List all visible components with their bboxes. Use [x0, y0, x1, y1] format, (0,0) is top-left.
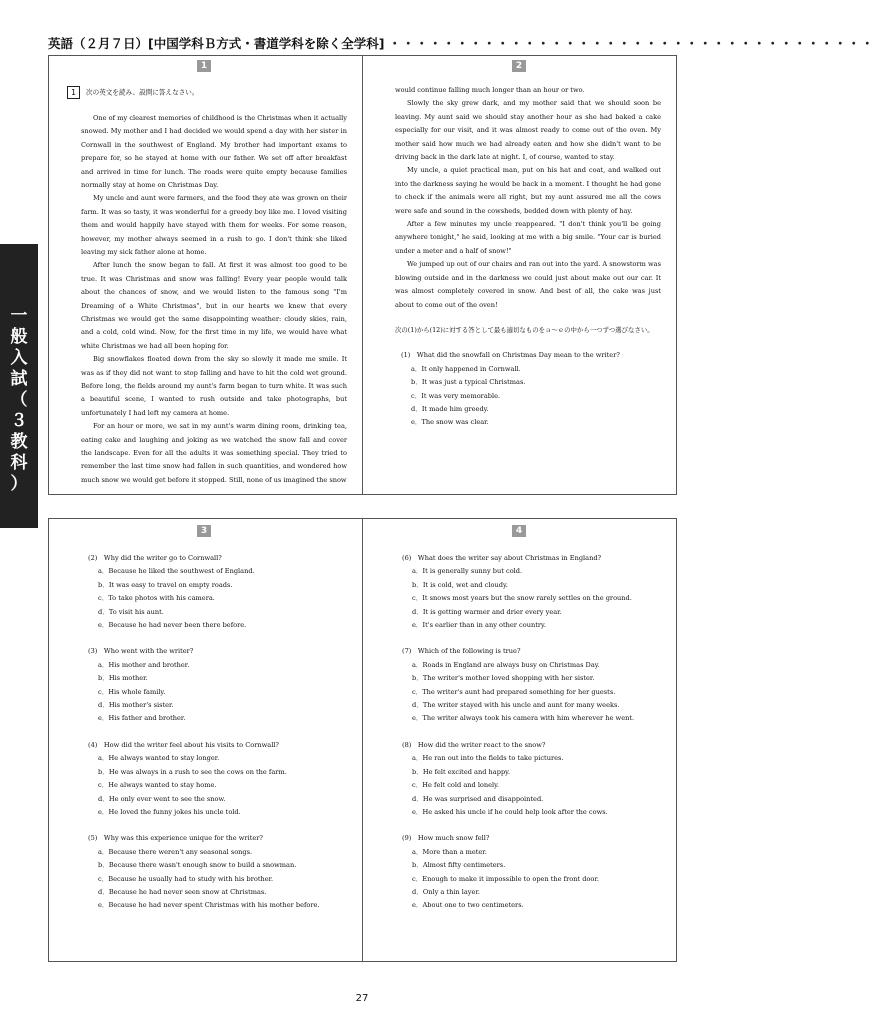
instruction-line — [67, 86, 347, 100]
question-item — [402, 552, 667, 632]
answer-option: b．The writer's mother loved shopping with her sister. — [412, 674, 595, 683]
question-stem: (4) How did the writer feel about his visits to Cornwall? — [88, 740, 279, 749]
question-item — [402, 739, 667, 819]
passage-paragraph: My uncle and aunt were farmers, and the food they ate was grown on their farm. It was so tasty, it was wonderful for a greedy boy like me. I loved visiting them and would happily have stayed with them for weeks. For some reason, however, my mother always seemed in a rush to go. I don't think she liked leaving my sick father alone at home. — [81, 194, 347, 256]
instruction-text: 次の英文を読み、設問に答えなさい。 — [86, 88, 199, 97]
answer-option: c．Because he usually had to study with his brother. — [98, 874, 274, 883]
answer-option: c．He felt cold and lonely. — [412, 781, 500, 790]
answer-option: e．Because he had never spent Christmas with his mother before. — [98, 901, 320, 910]
passage-paragraph: One of my clearest memories of childhood is the Christmas when it actually snowed. My mother and I had decided we would spend a day with her sister in Cornwall in the southwest of England. My brother had important exams to prepare for, so he stayed at home with our father. We set off after breakfast and arrived in time for lunch. The roads were quite empty because families normally stay at home on Christmas Day. — [81, 113, 347, 189]
answer-option: c．He always wanted to stay home. — [98, 781, 217, 790]
side-tab-char: 一 — [10, 306, 28, 326]
page-header — [48, 34, 874, 52]
question-stem: (1) What did the snowfall on Christmas Day mean to the writer? — [401, 351, 620, 360]
panel-1-content — [67, 86, 347, 487]
header-dot-leader: ・・・・・・・・・・・・・・・・・・・・・・・・・・・・・・・・・・・・ — [388, 36, 874, 51]
answer-option: a．Roads in England are always busy on Christmas Day. — [412, 660, 600, 669]
question-instruction: 次の(1)から(12)に対する答として最も適切なものをａ～ｅの中から一つずつ選びなさい。 — [395, 325, 654, 334]
answer-option: e．He loved the funny jokes his uncle told. — [98, 807, 241, 816]
answer-option: b．It was easy to travel on empty roads. — [98, 580, 233, 589]
passage-paragraph: We jumped up out of our chairs and ran out into the yard. A snowstorm was blowing outside and in the darkness we could just about make out our car. It was almost completely covered in snow. And best of all, the cake was just about to come out of the oven! — [395, 260, 661, 309]
side-tab — [0, 244, 38, 528]
questions-panel-3 — [88, 552, 348, 926]
answer-option: a．More than a meter. — [412, 847, 487, 856]
question-stem: (8) How did the writer react to the snow? — [402, 740, 546, 749]
answer-option: a．His mother and brother. — [98, 660, 190, 669]
answer-option: b．He was always in a rush to see the cows on the farm. — [98, 767, 287, 776]
answer-option: c．His whole family. — [98, 687, 166, 696]
question-item — [88, 552, 348, 632]
answer-option: a．He ran out into the fields to take pictures. — [412, 754, 564, 763]
column-divider — [362, 519, 363, 961]
answer-option: b．It was just a typical Christmas. — [411, 378, 526, 387]
answer-option: e．About one to two centimeters. — [412, 901, 524, 910]
answer-option: d．He was surprised and disappointed. — [412, 794, 544, 803]
panel-number-2: 2 — [512, 60, 526, 72]
passage-left — [67, 112, 347, 487]
side-tab-char: ） — [10, 474, 28, 494]
passage-paragraph: After a few minutes my uncle reappeared. "I don't think you'll be going anywhere tonight," he said, looking at me with a big smile. "Your car is buried under a meter and a half of snow!" — [395, 220, 661, 255]
side-tab-char: ３ — [10, 411, 28, 431]
answer-option: a．Because he liked the southwest of England. — [98, 567, 255, 576]
answer-option: e．He asked his uncle if he could help look after the cows. — [412, 807, 608, 816]
answer-option: e．It's earlier than in any other country. — [412, 621, 546, 630]
side-tab-char: 科 — [10, 453, 28, 473]
side-tab-char: 教 — [10, 432, 28, 452]
passage-paragraph: For an hour or more, we sat in my aunt's warm dining room, drinking tea, eating cake and laughing and joking as we watched the snow fall and cover the landscape. Even for all the adults it was something special. They tried to remember the last time snow had fallen in such quantities, and wondered how much snow we would get before it stopped. Still, none of us imagined the snow — [81, 422, 347, 484]
answer-option: e．Because he had never been there before. — [98, 621, 247, 630]
panel-number-1: 1 — [197, 60, 211, 72]
answer-option: c．It was very memorable. — [411, 391, 501, 400]
question-stem: (7) Which of the following is true? — [402, 647, 521, 656]
question-stem: (6) What does the writer say about Christmas in England? — [402, 554, 602, 562]
questions-panel-2 — [395, 349, 661, 429]
answer-option: b．Because there wasn't enough snow to build a snowman. — [98, 861, 297, 870]
question-item — [402, 832, 667, 912]
answer-option: c．It snows most years but the snow rarely settles on the ground. — [412, 594, 632, 603]
panel-number-4: 4 — [512, 525, 526, 537]
side-tab-char: 試 — [10, 369, 28, 389]
side-tab-char: （ — [10, 390, 28, 410]
answer-option: b．It is cold, wet and cloudy. — [412, 580, 508, 589]
answer-option: c．The writer's aunt had prepared something for her guests. — [412, 687, 616, 696]
answer-option: b．He felt excited and happy. — [412, 767, 511, 776]
question-item — [88, 645, 348, 725]
answer-option: a．It only happened in Cornwall. — [411, 364, 521, 373]
answer-option: e．The writer always took his camera with him wherever he went. — [412, 714, 635, 723]
answer-option: c．Enough to make it impossible to open the front door. — [412, 874, 599, 883]
exam-title: 英語（２月７日）[中国学科Ｂ方式・書道学科を除く全学科] — [48, 36, 385, 51]
question-item — [401, 349, 661, 429]
side-tab-label — [0, 306, 38, 495]
panel-number-3: 3 — [197, 525, 211, 537]
question-item — [88, 832, 348, 912]
passage-paragraph: My uncle, a quiet practical man, put on his hat and coat, and walked out into the darkness saying he would be back in a moment. I thought he had gone to check if the animals were all right, but my aunt assured me all the cows were safe and sound in the cowsheds, bedded down with plenty of hay. — [395, 166, 661, 215]
panel-2-content — [395, 84, 661, 443]
answer-option: a．Because there weren't any seasonal songs. — [98, 847, 253, 856]
question-stem: (3) Who went with the writer? — [88, 647, 194, 656]
passage-paragraph: Slowly the sky grew dark, and my mother said that we should soon be leaving. My aunt said we should stay another hour as she had baked a cake especially for our visit, and it was almost ready to come out of the oven. My mother said how much we had already eaten and how she didn't want to be driving back in the dark late at night. I, of course, wanted to stay. — [395, 99, 661, 162]
answer-option: d．To visit his aunt. — [98, 607, 164, 616]
answer-option: d．It is getting warmer and drier every year. — [412, 607, 562, 616]
question-number-box: 1 — [67, 86, 80, 99]
passage-paragraph: Big snowflakes floated down from the sky so slowly it made me smile. It was as if they did not want to stop falling and have to hit the cold wet ground. Before long, the fields around my aunt's farm began to turn white. It was such a beautiful scene, I wanted to rush outside and take photographs, but unfortunately I had left my camera at home. — [81, 355, 347, 417]
answer-option: d．His mother's sister. — [98, 701, 174, 710]
question-stem: (2) Why did the writer go to Cornwall? — [88, 554, 222, 562]
answer-option: d．It made him greedy. — [411, 404, 489, 413]
answer-option: a．He always wanted to stay longer. — [98, 754, 220, 763]
side-tab-char: 入 — [10, 348, 28, 368]
page-number: 27 — [355, 993, 369, 1004]
answer-option: d．He only ever went to see the snow. — [98, 794, 226, 803]
answer-option: e．His father and brother. — [98, 714, 186, 723]
answer-option: d．The writer stayed with his uncle and aunt for many weeks. — [412, 701, 620, 710]
side-tab-char: 般 — [10, 327, 28, 347]
answer-option: c．To take photos with his camera. — [98, 594, 215, 603]
answer-option: d．Only a thin layer. — [412, 887, 480, 896]
question-stem: (5) Why was this experience unique for the writer? — [88, 834, 263, 843]
column-divider — [362, 56, 363, 494]
answer-option: b．His mother. — [98, 674, 148, 683]
question-item — [402, 645, 667, 725]
question-item — [88, 739, 348, 819]
answer-option: d．Because he had never seen snow at Christmas. — [98, 887, 267, 896]
answer-option: e．The snow was clear. — [411, 418, 489, 427]
passage-paragraph: would continue falling much longer than an hour or two. — [395, 86, 585, 94]
answer-option: b．Almost fifty centimeters. — [412, 861, 506, 870]
answer-option: a．It is generally sunny but cold. — [412, 567, 523, 576]
question-stem: (9) How much snow fell? — [402, 834, 490, 843]
passage-paragraph: After lunch the snow began to fall. At first it was almost too good to be true. It was Christmas and snow was falling! Every year people would talk about the chances of snow, and we would listen to the famous song "I'm Dreaming of a White Christmas", but in our hearts we knew that every Christmas we would get the same disappointing weather: cloudy skies, rain, and a cold, cold wind. Now, for the first time in my life, we would have what white Christmas we had all been hoping for. — [81, 261, 347, 350]
questions-panel-4 — [402, 552, 667, 926]
